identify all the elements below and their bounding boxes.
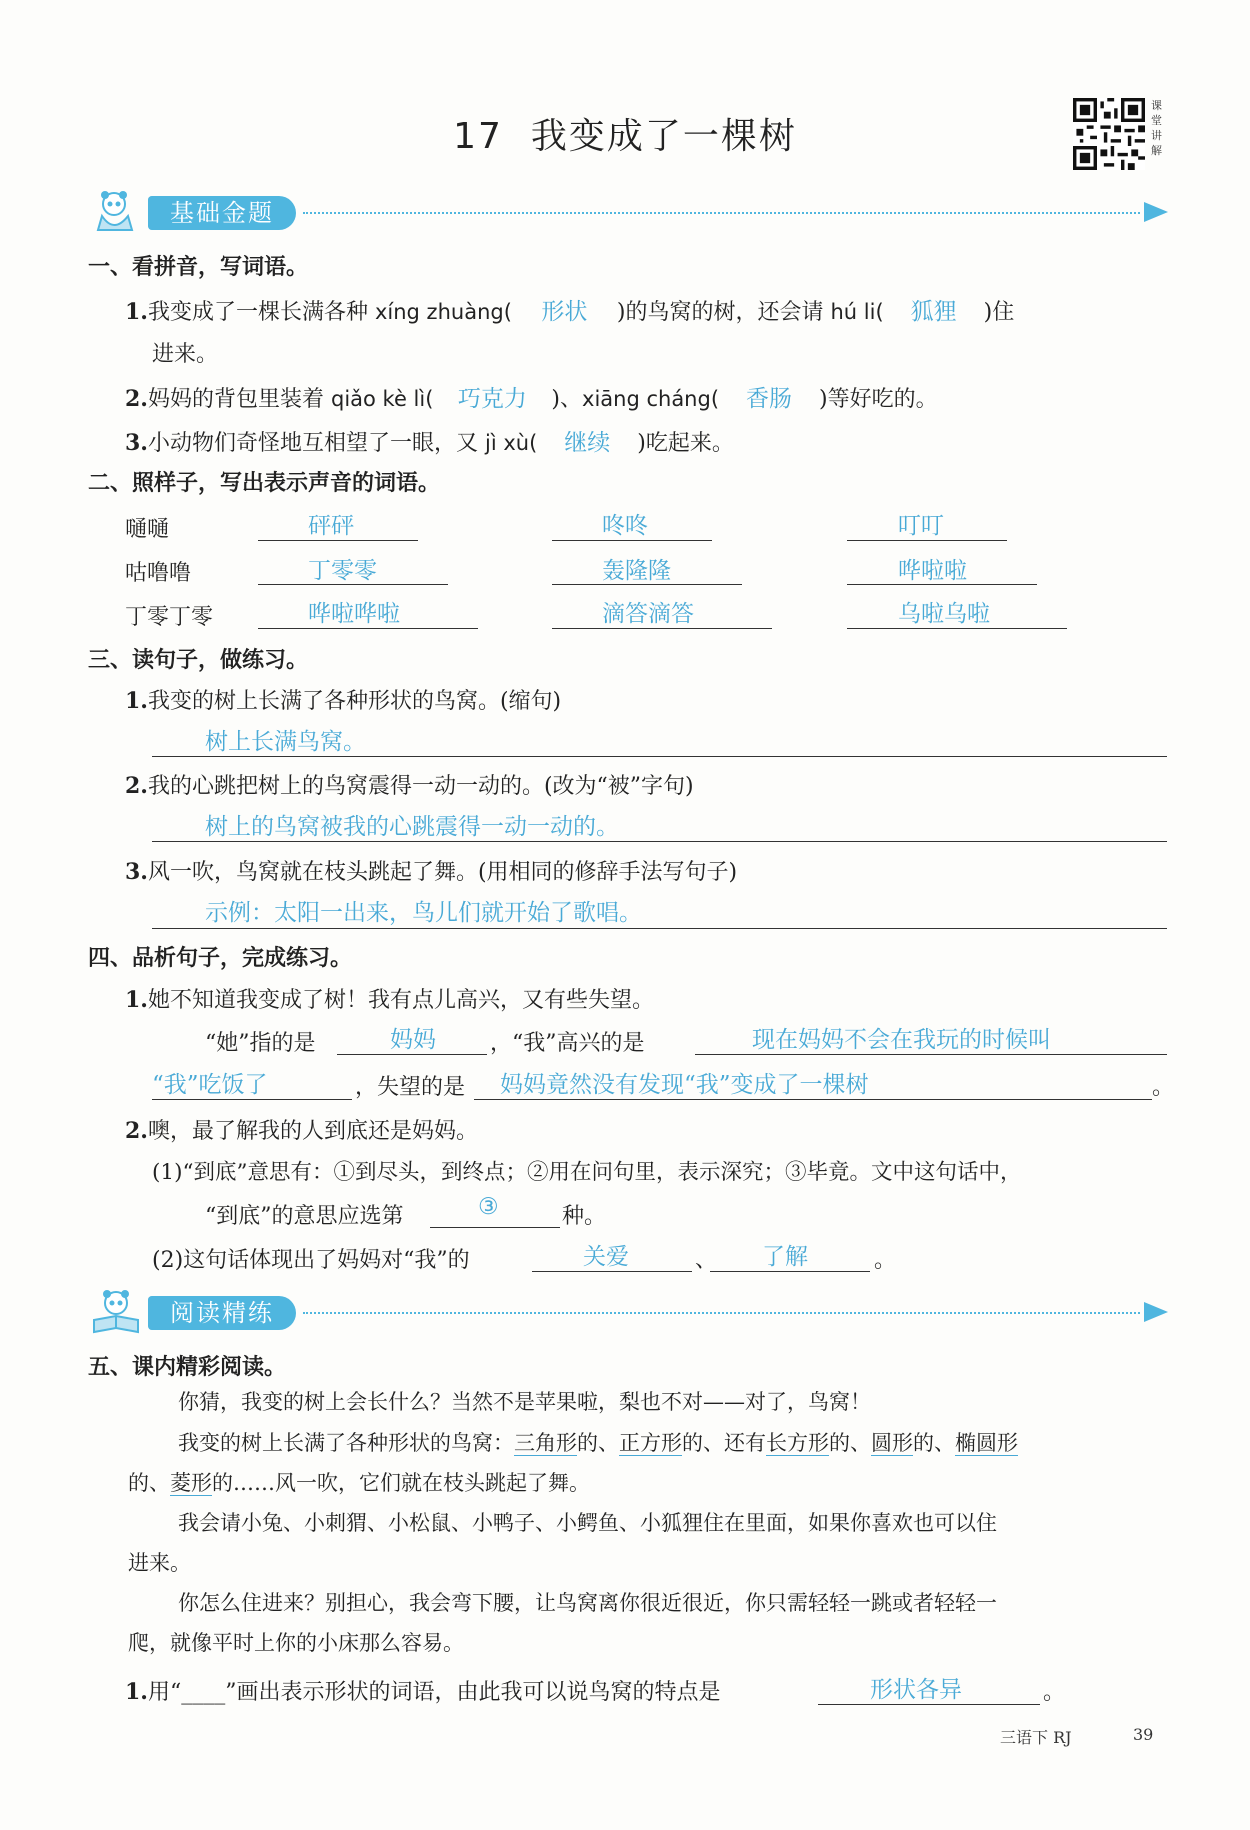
s4-q2-1b: “到底”的意思应选第 <box>205 1204 404 1229</box>
answer-handwriting: 乌啦乌啦 <box>898 601 990 627</box>
s4-q1: 1.她不知道我变成了树！我有点儿高兴，又有些失望。 <box>125 987 654 1013</box>
reading-p3-line1: 我会请小兔、小刺猬、小松鼠、小鸭子、小鳄鱼、小狐狸住在里面，如果你喜欢也可以住 <box>178 1511 997 1535</box>
reading-p4-line1: 你怎么住进来？别担心，我会弯下腰，让鸟窝离你很近很近，你只需轻轻一跳或者轻轻一 <box>178 1591 997 1615</box>
answer-blank <box>152 928 1167 929</box>
arrow-right-icon <box>1144 202 1168 222</box>
s4-q2: 2.噢，最了解我的人到底还是妈妈。 <box>125 1118 478 1144</box>
answer-handwriting: “我”吃饭了 <box>152 1072 268 1098</box>
answer-blank <box>710 1271 870 1272</box>
s3-q2: 2.我的心跳把树上的鸟窝震得一动一动的。(改为“被”字句) <box>125 773 694 799</box>
shape-word: 椭圆形 <box>955 1431 1018 1455</box>
qr-label: 课堂讲解 <box>1151 99 1162 157</box>
reading-p4-line2: 爬，就像平时上你的小床那么容易。 <box>128 1631 464 1655</box>
banner-dotted-line <box>303 212 1140 214</box>
answer-handwriting: 现在妈妈不会在我玩的时候叫 <box>752 1027 1051 1053</box>
page-number: 39 <box>1133 1725 1154 1744</box>
s4-q2-1c: 种。 <box>562 1204 607 1229</box>
reading-p2-line1: 我变的树上长满了各种形状的鸟窝：三角形的、正方形的、还有长方形的、圆形的、椭圆形 <box>178 1431 1018 1455</box>
s4-q1-t1: “她”指的是 <box>205 1031 316 1056</box>
answer-handwriting: 轰隆隆 <box>602 558 671 584</box>
panda-mascot-icon <box>88 190 144 234</box>
answer-blank <box>152 841 1167 842</box>
s1-q1-cont: 进来。 <box>152 342 219 367</box>
answer-blank <box>552 628 772 629</box>
s5-q1-end: 。 <box>1043 1680 1066 1705</box>
answer-handwriting: 哗啦啦 <box>898 558 967 584</box>
s2-row1-label: 嗵嗵 <box>125 517 170 542</box>
answer-blank <box>258 540 418 541</box>
answer-handwriting: 滴答滴答 <box>602 601 694 627</box>
qr-code[interactable] <box>1073 98 1145 170</box>
answer-blank <box>430 1227 560 1228</box>
answer-handwriting: ③ <box>478 1194 499 1220</box>
section-1-heading: 一、看拼音，写词语。 <box>88 255 309 280</box>
page-title: 17 我变成了一棵树 <box>453 116 797 157</box>
reading-p2-line2: 的、菱形的……风一吹，它们就在枝头跳起了舞。 <box>128 1471 590 1495</box>
answer-handwriting: 咚咚 <box>602 513 648 539</box>
section-5-heading: 五、课内精彩阅读。 <box>88 1355 287 1380</box>
s1-q3: 3.小动物们奇怪地互相望了一眼，又 jì xù( 继续 )吃起来。 <box>125 424 734 457</box>
panda-reading-mascot-icon <box>88 1290 144 1334</box>
answer-blank <box>474 1099 1152 1100</box>
s4-q2-2b: 、 <box>695 1248 718 1273</box>
s3-q1: 1.我变的树上长满了各种形状的鸟窝。(缩句) <box>125 688 562 714</box>
answer-handwriting: 树上长满鸟窝。 <box>205 729 366 755</box>
section-3-heading: 三、读句子，做练习。 <box>88 648 309 673</box>
answer-handwriting: 巧克力 <box>457 386 527 412</box>
answer-handwriting: 砰砰 <box>308 513 354 539</box>
answer-handwriting: 香肠 <box>746 386 793 412</box>
banner-basic <box>88 190 1168 234</box>
answer-handwriting: 妈妈 <box>390 1027 436 1053</box>
s4-q2-1a: (1)“到底”意思有：①到尽头，到终点；②用在问句里，表示深究；③毕竟。文中这句话中， <box>152 1160 1022 1185</box>
shape-word: 长方形 <box>766 1431 829 1455</box>
answer-blank <box>847 540 1007 541</box>
answer-blank <box>818 1704 1040 1705</box>
s4-q1-t2: ，“我”高兴的是 <box>490 1031 645 1056</box>
s3-q3: 3.风一吹，鸟窝就在枝头跳起了舞。(用相同的修辞手法写句子) <box>125 859 738 885</box>
s5-q1: 1.用“____”画出表示形状的词语，由此我可以说鸟窝的特点是 <box>125 1679 721 1705</box>
shape-word: 三角形 <box>514 1431 577 1455</box>
answer-handwriting: 关爱 <box>583 1244 629 1270</box>
banner-basic-label: 基础金题 <box>148 196 296 230</box>
s1-q1: 1.我变成了一棵长满各种 xíng zhuàng( 形状 )的鸟窝的树，还会请 hú li( 狐狸 )住 <box>125 293 1014 326</box>
banner-dotted-line <box>303 1312 1140 1314</box>
answer-handwriting: 叮叮 <box>898 513 944 539</box>
answer-blank <box>532 1271 692 1272</box>
s4-q1-t3: ，失望的是 <box>355 1075 466 1100</box>
answer-blank <box>152 1099 352 1100</box>
reading-p3-line2: 进来。 <box>128 1551 191 1575</box>
s4-q2-2a: (2)这句话体现出了妈妈对“我”的 <box>152 1248 470 1273</box>
answer-blank <box>152 756 1167 757</box>
answer-blank <box>695 1054 1167 1055</box>
s4-q2-2c: 。 <box>874 1248 897 1273</box>
answer-handwriting: 妈妈竟然没有发现“我”变成了一棵树 <box>500 1072 869 1098</box>
answer-blank <box>337 1054 487 1055</box>
arrow-right-icon <box>1144 1302 1168 1322</box>
s1-q2: 2.妈妈的背包里装着 qiǎo kè lì( 巧克力 )、xiāng cháng( 香肠 )等好吃的。 <box>125 380 938 413</box>
answer-blank <box>552 540 712 541</box>
reading-p1: 你猜，我变的树上会长什么？当然不是苹果啦，梨也不对——对了，鸟窝！ <box>178 1390 871 1414</box>
shape-word: 圆形 <box>871 1431 913 1455</box>
banner-reading <box>88 1290 1168 1334</box>
answer-handwriting: 了解 <box>762 1244 808 1270</box>
answer-handwriting: 形状各异 <box>870 1677 962 1703</box>
footer-book: 三语下 RJ <box>1000 1728 1072 1747</box>
answer-handwriting: 继续 <box>564 430 611 456</box>
answer-handwriting: 树上的鸟窝被我的心跳震得一动一动的。 <box>205 814 619 840</box>
shape-word: 正方形 <box>619 1431 682 1455</box>
answer-blank <box>847 628 1067 629</box>
answer-blank <box>258 628 478 629</box>
section-2-heading: 二、照样子，写出表示声音的词语。 <box>88 471 441 496</box>
banner-reading-label: 阅读精练 <box>148 1296 296 1330</box>
answer-handwriting: 形状 <box>541 299 588 325</box>
answer-handwriting: 狐狸 <box>910 299 957 325</box>
answer-handwriting: 示例：太阳一出来，鸟儿们就开始了歌唱。 <box>205 900 642 926</box>
section-4-heading: 四、品析句子，完成练习。 <box>88 946 353 971</box>
answer-handwriting: 哗啦哗啦 <box>308 601 400 627</box>
shape-word: 菱形 <box>170 1471 212 1495</box>
s2-row3-label: 丁零丁零 <box>125 605 214 630</box>
s4-q1-t4: 。 <box>1152 1075 1175 1100</box>
s2-row2-label: 咕噜噜 <box>125 561 192 586</box>
answer-handwriting: 丁零零 <box>308 558 377 584</box>
